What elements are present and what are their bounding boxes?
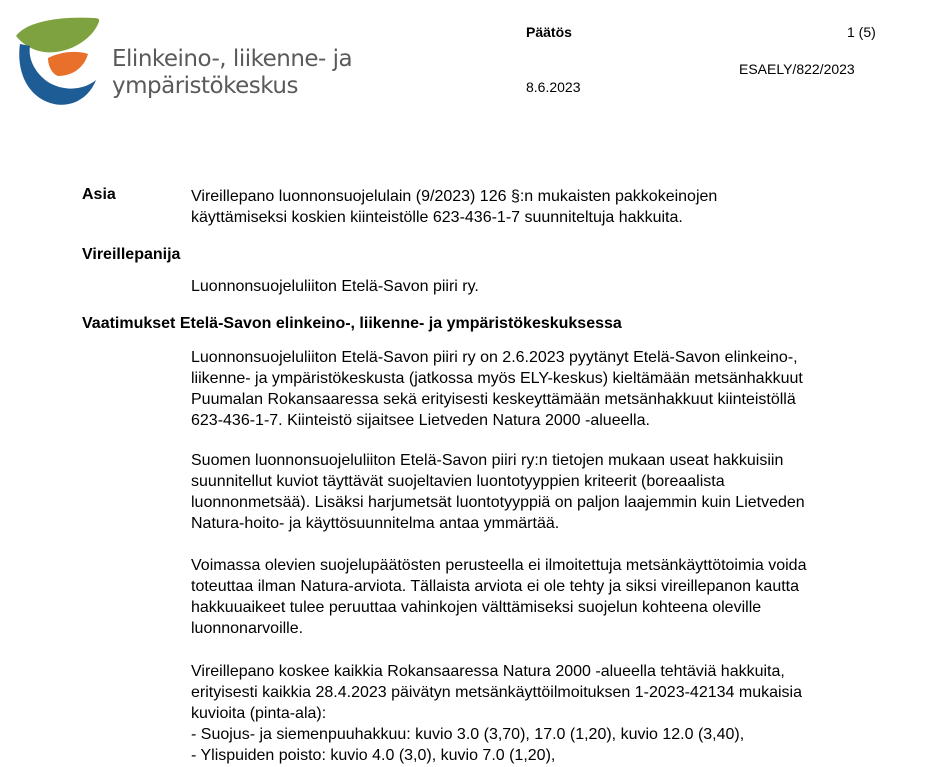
p1-line-2: liikenne- ja ympäristökeskusta (jatkossa myös ELY-keskus) kieltämään metsänhakkuut: [191, 370, 803, 387]
p3-line-2: toteuttaa ilman Natura-arviota. Tällaista arviota ei ole tehty ja siksi vireillepanon kautta: [191, 578, 800, 595]
p4-line-3: kuvioita (pinta-ala):: [191, 705, 327, 722]
paragraph-3: [191, 555, 806, 639]
logo-orange-shape: [48, 52, 88, 76]
p4-line-4: - Suojus- ja siemenpuuhakkuu: kuvio 3.0 (3,70), 17.0 (1,20), kuvio 12.0 (3,40),: [191, 726, 745, 743]
document-date: 8.6.2023: [526, 79, 581, 95]
ely-logo: [14, 16, 100, 106]
asia-line-2: käyttämiseksi koskien kiinteistölle 623-436-1-7 suunniteltuja hakkuita.: [191, 209, 683, 226]
document-type: Päätös: [526, 24, 572, 40]
p4-line-5: - Ylispuiden poisto: kuvio 4.0 (3,0), kuvio 7.0 (1,20),: [191, 747, 556, 764]
organization-name: [112, 46, 352, 100]
p4-line-2: erityisesti kaikkia 28.4.2023 päivätyn metsänkäyttöilmoituksen 1-2023-42134 mukaisia: [191, 684, 802, 701]
p1-line-4: 623-436-1-7. Kiinteistö sijaitsee Lietveden Natura 2000 -alueella.: [191, 412, 650, 429]
p3-line-3: hakkuuaikeet tulee peruuttaa vahinkojen välttämiseksi suojelun kohteena oleville: [191, 599, 762, 616]
document-id: ESAELY/822/2023: [739, 61, 855, 77]
page-number: 1 (5): [847, 24, 876, 40]
org-name-line1: Elinkeino-, liikenne- ja: [112, 46, 353, 72]
p3-line-4: luonnonarvoille.: [191, 620, 304, 637]
asia-line-1: Vireillepano luonnonsuojelulain (9/2023) 126 §:n mukaisten pakkokeinojen: [191, 188, 718, 205]
p2-line-3: luonnonmetsää). Lisäksi harjumetsät luontotyyppiä on paljon laajemmin kuin Lietveden: [191, 494, 805, 511]
paragraph-4: [191, 661, 802, 766]
p2-line-4: Natura-hoito- ja käyttösuunnitelma antaa ymmärtää.: [191, 515, 560, 532]
p2-line-1: Suomen luonnonsuojeluliiton Etelä-Savon piiri ry:n tietojen mukaan useat hakkuisiin: [191, 452, 784, 469]
org-name-line2: ympäristökeskus: [112, 73, 298, 99]
p1-line-3: Puumalan Rokansaaressa sekä erityisesti keskeyttämään metsänhakkuut kiinteistöllä: [191, 391, 796, 408]
section-label-vireillepanija: Vireillepanija: [82, 246, 181, 263]
p4-line-1: Vireillepano koskee kaikkia Rokansaaressa Natura 2000 -alueella tehtäviä hakkuita,: [191, 663, 785, 680]
p1-line-1: Luonnonsuojeluliiton Etelä-Savon piiri ry on 2.6.2023 pyytänyt Etelä-Savon elinkeino-,: [191, 349, 798, 366]
section-text-vireillepanija: Luonnonsuojeluliiton Etelä-Savon piiri ry.: [191, 278, 479, 295]
section-label-vaatimukset: Vaatimukset Etelä-Savon elinkeino-, liikenne- ja ympäristökeskuksessa: [82, 315, 622, 332]
paragraph-2: [191, 450, 805, 534]
paragraph-1: [191, 347, 803, 431]
section-label-asia: Asia: [82, 186, 116, 203]
p3-line-1: Voimassa olevien suojelupäätösten perusteella ei ilmoitettuja metsänkäyttötoimia voida: [191, 557, 807, 574]
section-text-asia: [191, 186, 717, 228]
p2-line-2: suunnitellut kuviot täyttävät suojeltavien luontotyyppien kriteerit (boreaalista: [191, 473, 725, 490]
